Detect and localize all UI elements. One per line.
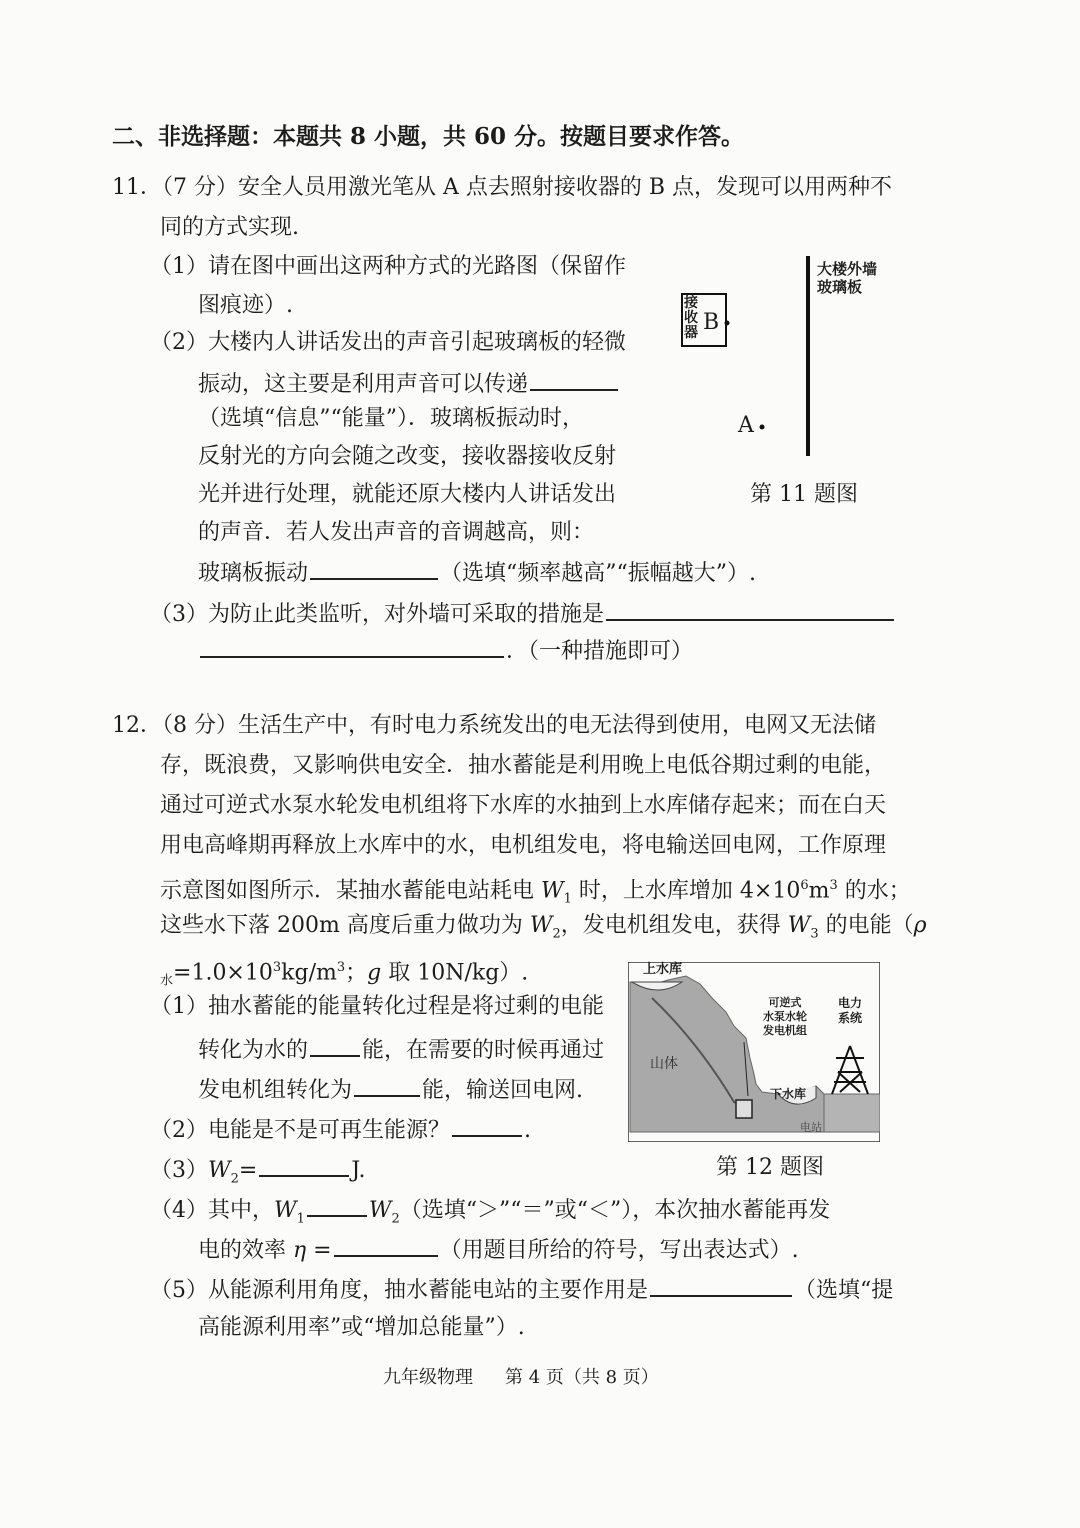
wall-label <box>817 260 877 296</box>
q11-part1-line-2: 图痕迹）. <box>198 293 293 318</box>
q11-stem-text-1: （7 分）安全人员用激光笔从 A 点去照射接收器的 B 点，发现可以用两种不 <box>162 175 893 200</box>
q11-part2-answer-blank-2[interactable] <box>310 556 438 580</box>
q12-part5-line-2: 高能源利用率”或“增加总能量”）. <box>198 1315 525 1340</box>
q11-figure <box>660 250 920 470</box>
wall-label-line-2: 玻璃板 <box>817 278 863 296</box>
q12-part1-text-1: 转化为水的 <box>198 1038 309 1063</box>
generator-unit-label <box>763 996 807 1038</box>
q12-stem-5a: 示意图如图所示．某抽水蓄能电站耗电 <box>160 878 541 904</box>
q12-stem-line-5 <box>160 871 911 915</box>
q12-number: 12． <box>112 713 162 738</box>
q12-part1-answer-blank-2[interactable] <box>354 1073 420 1097</box>
q12-stem-line-4: 用电高峰期再释放上水库中的水，电机组发电，将电输送回电网，工作原理 <box>160 833 887 858</box>
q11-part2-line-4: 反射光的方向会随之改变，接收器接收反射 <box>198 444 617 469</box>
q12-part5-text-2: （选填“提 <box>794 1278 894 1303</box>
q11-part3-line-1 <box>150 597 896 630</box>
q12-stem-6c: 的电能（ <box>818 913 914 938</box>
w2-sub-c: 2 <box>391 1211 400 1227</box>
q12-stem-7b: kg/m <box>281 960 337 986</box>
w2-sub: 2 <box>552 926 561 942</box>
receiver-label <box>684 296 700 341</box>
w2-symbol-b: W <box>208 1158 231 1183</box>
q12-stem-line-2: 存，既浪费，又影响供电安全．抽水蓄能是利用晚上电低谷期过剩的电能， <box>160 753 887 778</box>
mountain-label: 山体 <box>650 1056 678 1072</box>
q11-part1-line-1: （1）请在图中画出这两种方式的光路图（保留作 <box>150 254 626 279</box>
power-label-line-1: 电力 <box>838 996 863 1010</box>
q12-stem-5d: 的水； <box>837 878 911 904</box>
q11-part2-line-3: （选填“信息”“能量”）．玻璃板振动时， <box>198 406 584 431</box>
q12-stem-6b: ，发电机组发电，获得 <box>560 913 788 938</box>
w1-symbol-b: W <box>274 1198 297 1223</box>
w3-sub: 3 <box>810 926 819 942</box>
q12-part4-line-1 <box>150 1193 830 1234</box>
generator-unit <box>736 1100 752 1118</box>
w2-sub-b: 2 <box>230 1171 239 1187</box>
q11-part2-line-7 <box>198 556 756 589</box>
q12-part5-text-1: （5）从能源利用角度，抽水蓄能电站的主要作用是 <box>150 1278 648 1303</box>
power-label-line-2: 系统 <box>838 1011 863 1025</box>
q11-part3-line-2 <box>198 634 693 667</box>
section-title: 二、非选择题：本题共 8 小题，共 60 分。按题目要求作答。 <box>112 123 745 150</box>
eta-symbol: η <box>293 1238 307 1263</box>
wall-label-line-1: 大楼外墙 <box>817 260 878 278</box>
q12-stem-line-1 <box>112 711 876 741</box>
q12-part5-answer-blank[interactable] <box>650 1273 792 1297</box>
power-system-label <box>838 996 862 1026</box>
q12-part1-line-2 <box>198 1033 604 1066</box>
q12-part4-text-3: 电的效率 <box>198 1238 293 1263</box>
q11-part2-text-3: （选填“频率越高”“振幅越大”）. <box>440 561 756 586</box>
g-symbol: g <box>367 960 382 986</box>
q12-stem-7d: 取 10N/kg）. <box>381 960 529 986</box>
point-b-label: B <box>703 310 720 335</box>
q11-part2-text-2: 玻璃板振动 <box>198 561 309 586</box>
receiver-label-3: 器 <box>684 325 698 341</box>
q12-stem-line-7 <box>160 953 528 997</box>
exp-3: 3 <box>829 878 838 893</box>
q12-stem-7c: ； <box>345 960 368 986</box>
q12-part4-answer-blank-2[interactable] <box>334 1233 438 1257</box>
q12-part1-answer-blank-1[interactable] <box>310 1033 360 1057</box>
q12-part1-text-2: 能，在需要的时候再通过 <box>362 1038 605 1063</box>
q12-part4-line-2 <box>198 1233 799 1266</box>
q12-part3-text: （3） <box>150 1158 208 1183</box>
w1-symbol: W <box>541 878 564 904</box>
q12-figure-caption: 第 12 题图 <box>716 1155 824 1180</box>
q11-stem-line-1 <box>112 173 892 203</box>
upper-reservoir-label: 上水库 <box>643 962 683 977</box>
receiver-label-2: 收 <box>684 310 698 326</box>
q12-part2-line <box>150 1113 531 1146</box>
exp-3b: 3 <box>272 960 282 975</box>
footer-subject: 九年级物理 <box>383 1367 473 1388</box>
q11-part3-answer-blank-2[interactable] <box>200 634 504 658</box>
w1-sub-b: 1 <box>296 1211 305 1227</box>
q12-part1-line-3 <box>198 1073 583 1106</box>
lower-reservoir-label: 下水库 <box>770 1087 807 1101</box>
q12-part4-text-1: （4）其中， <box>150 1198 274 1223</box>
point-a-label: A <box>738 413 754 438</box>
q12-part3-answer-blank[interactable] <box>259 1153 349 1177</box>
q12-part4-text-4: （用题目所给的符号，写出表达式）. <box>439 1238 799 1263</box>
q12-part3-unit: J. <box>351 1158 366 1183</box>
exp-3c: 3 <box>336 960 346 975</box>
q12-stem-text-1: （8 分）生活生产中，有时电力系统发出的电无法得到使用，电网又无法储 <box>162 713 876 738</box>
q12-stem-line-3: 通过可逆式水泵水轮发电机组将下水库的水抽到上水库储存起来；而在白天 <box>160 793 887 818</box>
q12-part4-text-2: （选填“＞”“＝”或“＜”），本次抽水蓄能再发 <box>399 1198 831 1223</box>
q11-part3-text-2: ．（一种措施即可） <box>506 639 694 664</box>
rho-sub: 水 <box>160 973 174 989</box>
q11-part2-line-6: 的声音．若人发出声音的音调越高，则： <box>198 520 595 545</box>
q12-part2-answer-blank[interactable] <box>452 1113 522 1137</box>
q11-stem-line-2: 同的方式实现. <box>160 215 299 240</box>
w1-sub: 1 <box>563 891 572 907</box>
ground-block <box>824 1094 880 1132</box>
q12-part1-text-3: 发电机组转化为 <box>198 1078 353 1103</box>
q11-number: 11． <box>112 175 162 200</box>
unit-label-line-3: 发电机组 <box>763 1024 807 1037</box>
q12-part5-line-1 <box>150 1273 893 1306</box>
q12-part3-line <box>150 1153 365 1194</box>
q12-stem-line-6 <box>160 911 927 949</box>
w2-symbol: W <box>529 913 553 938</box>
footer-page-number: 第 4 页（共 8 页） <box>505 1367 659 1388</box>
w2-symbol-c: W <box>368 1198 392 1223</box>
unit-label-line-1: 可逆式 <box>768 996 802 1009</box>
q11-part2-line-1: （2）大楼内人讲话发出的声音引起玻璃板的轻微 <box>150 330 626 355</box>
q12-stem-5b: 时，上水库增加 4×10 <box>571 878 801 904</box>
point-a-dot <box>760 425 765 430</box>
q11-part2-text: 振动，这主要是利用声音可以传递 <box>198 372 529 397</box>
q12-stem-6a: 这些水下落 200m 高度后重力做功为 <box>160 913 530 938</box>
w3-symbol: W <box>787 913 811 938</box>
q12-stem-7a: =1.0×10 <box>173 960 273 986</box>
q12-figure <box>628 962 880 1142</box>
q12-stem-5c: m <box>808 878 830 904</box>
q12-part4-eq: = <box>306 1238 332 1263</box>
q12-part2-text: （2）电能是不是可再生能源？ <box>150 1118 450 1143</box>
rho-symbol: ρ <box>913 913 927 938</box>
point-b-dot <box>725 321 730 326</box>
q11-part2-line-5: 光并进行处理，就能还原大楼内人讲话发出 <box>198 482 617 507</box>
q12-part4-answer-blank-1[interactable] <box>307 1193 367 1217</box>
q12-part1-text-4: 能，输送回电网. <box>422 1078 584 1103</box>
q11-part3-text: （3）为防止此类监听，对外墙可采取的措施是 <box>150 602 604 627</box>
q12-part2-dot: . <box>524 1118 531 1143</box>
receiver-label-1: 接 <box>684 295 698 311</box>
q11-part3-answer-blank-1[interactable] <box>606 597 894 621</box>
exp-6: 6 <box>800 878 809 893</box>
station-label: 电站 <box>800 1121 822 1134</box>
q11-part2-answer-blank-1[interactable] <box>530 367 618 391</box>
q11-part2-line-2 <box>198 367 620 400</box>
unit-label-line-2: 水泵水轮 <box>763 1010 807 1023</box>
q12-part3-eq: = <box>238 1158 258 1183</box>
q12-part1-line-1: （1）抽水蓄能的能量转化过程是将过剩的电能 <box>150 994 604 1019</box>
q11-figure-caption: 第 11 题图 <box>750 482 858 507</box>
